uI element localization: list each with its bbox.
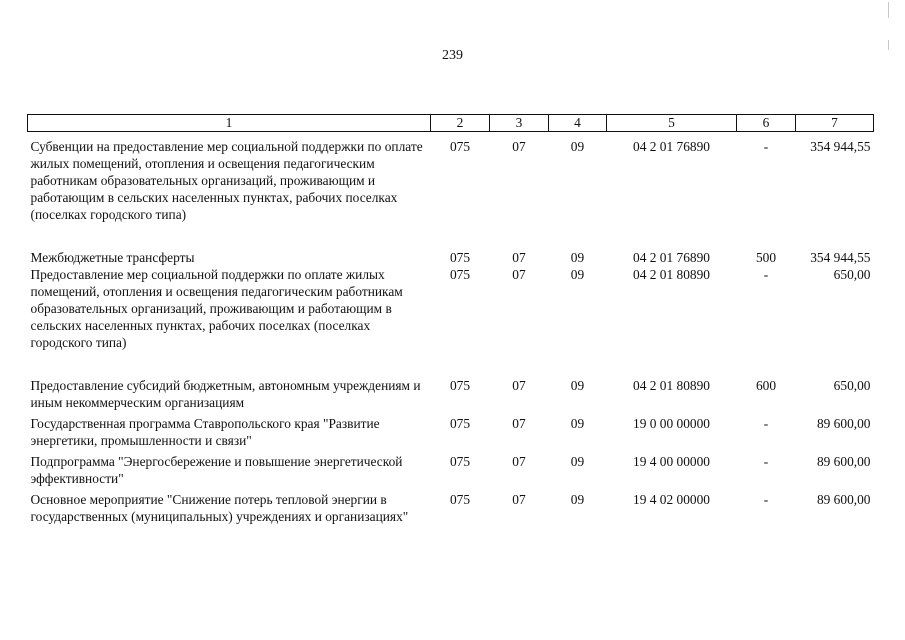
table-row (28, 132, 874, 250)
scan-edge-mark (888, 2, 889, 18)
row-section: 07 (512, 454, 526, 469)
row-ministry-code: 075 (449, 454, 471, 469)
row-target-article: 04 2 01 80890 (633, 267, 710, 282)
header-col-1: 1 (28, 115, 431, 132)
row-ministry-code: 075 (449, 139, 471, 154)
table-row (28, 491, 874, 525)
row-ministry-code: 075 (449, 416, 471, 431)
table-row (28, 377, 874, 415)
page-number: 239 (442, 48, 463, 63)
row-target-article: 19 4 00 00000 (633, 454, 710, 469)
row-expense-type: 500 (755, 250, 777, 265)
row-section: 07 (512, 378, 526, 393)
row-subsection: 09 (570, 416, 585, 431)
header-col-3: 3 (490, 115, 549, 132)
row-ministry-code: 075 (449, 378, 471, 393)
row-section: 07 (512, 416, 526, 431)
row-amount: 650,00 (833, 267, 871, 282)
row-name: Межбюджетные трансферты (30, 250, 195, 265)
row-target-article: 19 4 02 00000 (633, 492, 710, 507)
header-col-6: 6 (737, 115, 796, 132)
row-name: Основное мероприятие "Снижение потерь тепловой энергии в государственных (муниципальных) учреждениях и организациях" (30, 492, 409, 524)
row-amount: 89 600,00 (816, 416, 871, 431)
budget-table (27, 114, 874, 525)
row-section: 07 (512, 139, 526, 154)
row-subsection: 09 (570, 454, 585, 469)
row-amount: 354 944,55 (810, 250, 871, 265)
table-row (28, 415, 874, 453)
row-target-article: 19 0 00 00000 (633, 416, 710, 431)
table-body (28, 132, 874, 526)
row-ministry-code: 075 (449, 492, 471, 507)
row-ministry-code: 075 (449, 267, 471, 282)
row-name: Предоставление мер социальной поддержки по оплате жилых помещений, отопления и освещения педагогическим работникам образовательных организаций, проживающим и работающим в сельских населенных пунктах, рабочих поселках (поселках городского типа) (30, 267, 403, 350)
row-amount: 89 600,00 (816, 454, 871, 469)
row-name: Государственная программа Ставропольского края "Развитие энергетики, промышленности и связи" (30, 416, 380, 448)
row-name: Подпрограмма "Энергосбережение и повышение энергетической эффективности" (30, 454, 403, 486)
row-subsection: 09 (570, 139, 585, 154)
row-expense-type: - (763, 416, 769, 431)
header-col-7: 7 (796, 115, 874, 132)
row-ministry-code: 075 (449, 250, 471, 265)
header-col-4: 4 (549, 115, 607, 132)
row-amount: 89 600,00 (816, 492, 871, 507)
row-expense-type: 600 (755, 378, 777, 393)
table-row (28, 453, 874, 491)
row-subsection: 09 (570, 250, 585, 265)
row-subsection: 09 (570, 267, 585, 282)
table-row (28, 249, 874, 266)
header-row (28, 115, 874, 132)
row-expense-type: - (763, 139, 769, 154)
row-name: Субвенции на предоставление мер социальной поддержки по оплате жилых помещений, отопления и освещения педагогическим работникам образовательных организаций, проживающим и работающим в сельских населенных пунктах, рабочих поселках (поселках городского типа) (30, 139, 423, 222)
header-col-5: 5 (607, 115, 737, 132)
table-row (28, 266, 874, 377)
row-expense-type: - (763, 454, 769, 469)
budget-table-container (27, 114, 873, 525)
row-target-article: 04 2 01 80890 (633, 378, 710, 393)
table-header (28, 115, 874, 132)
row-amount: 650,00 (833, 378, 871, 393)
row-target-article: 04 2 01 76890 (633, 139, 710, 154)
row-section: 07 (512, 250, 526, 265)
row-section: 07 (512, 267, 526, 282)
row-expense-type: - (763, 267, 769, 282)
row-section: 07 (512, 492, 526, 507)
header-col-2: 2 (431, 115, 490, 132)
row-name: Предоставление субсидий бюджетным, автономным учреждениям и иным некоммерческим организациям (30, 378, 421, 410)
row-target-article: 04 2 01 76890 (633, 250, 710, 265)
row-expense-type: - (763, 492, 769, 507)
row-subsection: 09 (570, 492, 585, 507)
row-amount: 354 944,55 (810, 139, 871, 154)
row-subsection: 09 (570, 378, 585, 393)
